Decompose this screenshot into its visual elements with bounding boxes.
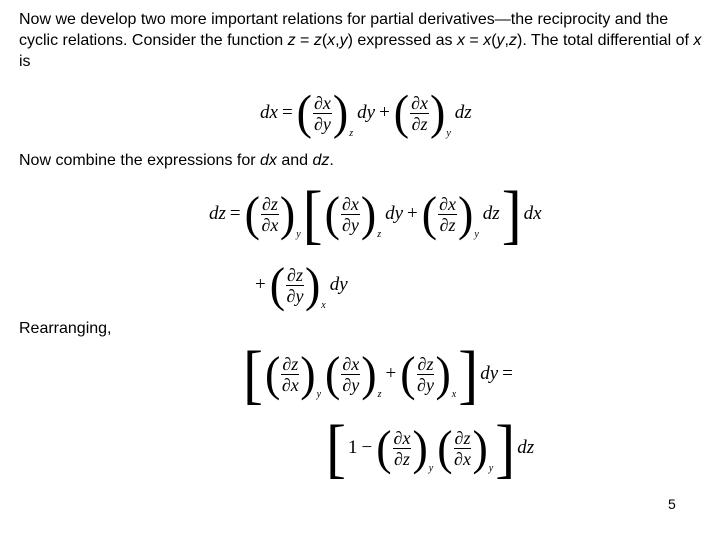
partial-z-over-x: ( $\frac{\partial z}{\partial x}$ ) y [264, 346, 322, 401]
partial-z-over-y: ( $\frac{\partial z}{\partial y}$ ) x [269, 257, 326, 312]
partial-x-over-y: ( $\frac{\partial x}{\partial y}$ ) z [325, 346, 382, 401]
partial-x-over-y: ( $\frac{\partial x}{\partial y}$ ) z [296, 85, 354, 140]
rearranging-paragraph: Rearranging, [19, 320, 112, 337]
partial-z-over-x: ( $\frac{\partial z}{\partial x}$ ) y [244, 186, 301, 241]
partial-x-over-z: ( $\frac{\partial x}{\partial z}$ ) y [393, 85, 451, 140]
total-differential-equation: dx = ( $\frac{\partial x}{\partial y}$ ) z dy + ( $\frac{\partial x}{\partial z}$ ) y dz [260, 85, 472, 140]
combined-equation-line-1: dz = ( $\frac{\partial z}{\partial x}$ ) y [ ( $\frac{\partial x}{\partial y}$ ) z dy + ( $\frac{\partial x}{\partial z}$ ) y dz ] dx [209, 177, 542, 251]
partial-z-over-y: ( $\frac{\partial z}{\partial y}$ ) x [400, 346, 457, 401]
partial-x-over-z: ( $\frac{\partial x}{\partial z}$ ) y [376, 420, 434, 475]
rearranged-equation-line-1: [ ( $\frac{\partial z}{\partial x}$ ) y ( $\frac{\partial x}{\partial y}$ ) z + ( $\frac{\partial z}{\partial y}$ ) x ] dy = [243, 337, 513, 411]
combined-equation-line-2: + ( $\frac{\partial z}{\partial y}$ ) x dy [255, 257, 348, 312]
combine-paragraph: Now combine the expressions for dx and dz. [19, 152, 334, 169]
intro-paragraph: Now we develop two more important relations for partial derivatives—the reciprocity and the cyclic relations. Consider the function z = z(x,y) expressed as x = x(y,z). The total differential of x is [19, 11, 702, 70]
partial-z-over-x: ( $\frac{\partial z}{\partial x}$ ) y [437, 420, 494, 475]
partial-x-over-y: ( $\frac{\partial x}{\partial y}$ ) z [324, 186, 382, 241]
page-number: 5 [668, 496, 676, 512]
partial-x-over-z: ( $\frac{\partial x}{\partial z}$ ) y [421, 186, 479, 241]
rearranged-equation-line-2: [ 1 − ( $\frac{\partial x}{\partial z}$ ) y ( $\frac{\partial z}{\partial x}$ ) y ] dz [326, 411, 535, 485]
